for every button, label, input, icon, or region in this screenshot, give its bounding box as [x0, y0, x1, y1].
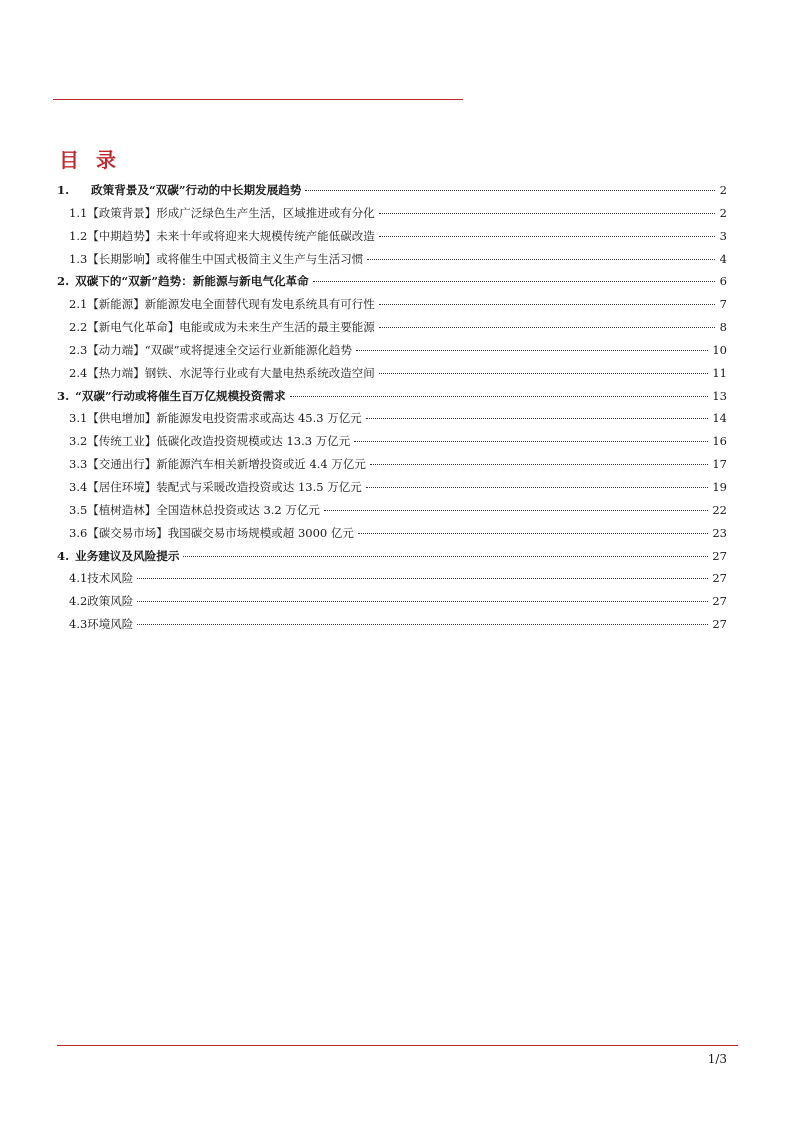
toc-dot-leader: [290, 396, 709, 397]
toc-entry[interactable]: [57, 316, 727, 339]
toc-entry-number: 2.4: [69, 365, 88, 380]
toc-entry-title: 双碳下的“双新”趋势：新能源与新电气化革命: [75, 274, 309, 289]
toc-dot-leader: [183, 556, 708, 557]
toc-entry-page: 6: [719, 274, 727, 289]
toc-entry-title: 【碳交易市场】我国碳交易市场规模或超 3000 亿元: [87, 525, 354, 540]
toc-entry-title: 【热力端】钢铁、水泥等行业或有大量电热系统改造空间: [87, 365, 375, 380]
toc-entry-page: 11: [712, 365, 727, 380]
toc-entry[interactable]: [57, 407, 727, 430]
toc-entry[interactable]: [57, 248, 727, 271]
toc-entry-page: 7: [719, 297, 727, 312]
toc-entry-number: 2.1: [69, 297, 88, 312]
toc-entry-page: 3: [719, 228, 727, 243]
toc-dot-leader: [313, 281, 715, 282]
toc-entry-number: 4.1: [69, 571, 88, 586]
toc-entry-number: 4.2: [69, 594, 88, 609]
toc-entry[interactable]: [57, 179, 727, 202]
toc-entry-number: 3.: [57, 388, 70, 403]
toc-entry[interactable]: [57, 453, 727, 476]
toc-entry-number: 2.3: [69, 342, 88, 357]
toc-entry-title: 政策风险: [87, 594, 134, 609]
toc-entry-page: 22: [712, 502, 727, 517]
toc-dot-leader: [305, 190, 715, 191]
toc-entry-page: 19: [712, 479, 727, 494]
toc-entry[interactable]: [57, 522, 727, 545]
toc-entry-page: 17: [712, 457, 727, 472]
toc-entry[interactable]: [57, 545, 727, 568]
toc-entry-page: 2: [719, 205, 727, 220]
toc-entry[interactable]: [57, 613, 727, 636]
toc-entry[interactable]: [57, 293, 727, 316]
toc-entry-number: 3.3: [69, 457, 88, 472]
toc-entry-title: 环境风险: [87, 617, 134, 632]
toc-entry-title: 【交通出行】新能源汽车相关新增投资或近 4.4 万亿元: [87, 457, 366, 472]
toc-entry-number: 3.5: [69, 502, 88, 517]
toc-entry[interactable]: [57, 270, 727, 293]
toc-dot-leader: [354, 441, 708, 442]
toc-dot-leader: [137, 624, 708, 625]
toc-entry-number: 3.4: [69, 479, 88, 494]
toc-entry-number: 1.: [57, 183, 70, 197]
toc-entry-page: 27: [712, 617, 727, 632]
toc-entry[interactable]: [57, 202, 727, 225]
toc-entry-page: 8: [719, 320, 727, 335]
toc-entry-number: 2.2: [69, 320, 88, 335]
toc-entry[interactable]: [57, 430, 727, 453]
toc-dot-leader: [356, 350, 708, 351]
toc-entry-number: 4.: [57, 548, 70, 563]
toc-entry-page: 27: [712, 594, 727, 609]
toc-entry[interactable]: [57, 590, 727, 613]
toc-entry-title: 【新电气化革命】电能或成为未来生产生活的最主要能源: [87, 320, 375, 335]
toc-entry-title: 【动力端】“双碳”或将提速全交运行业新能源化趋势: [87, 342, 353, 357]
toc-entry[interactable]: [57, 499, 727, 522]
toc-entry-number: 2.: [57, 274, 70, 289]
toc-entry-number: 3.1: [69, 411, 88, 426]
toc-entry-page: 4: [719, 251, 727, 266]
toc-dot-leader: [379, 236, 715, 237]
toc-entry-page: 2: [719, 183, 727, 197]
table-of-contents: [57, 179, 727, 636]
toc-entry[interactable]: [57, 476, 727, 499]
toc-heading: 目 录: [59, 148, 121, 172]
page-indicator: 1/3: [707, 1052, 727, 1066]
toc-entry-page: 27: [712, 571, 727, 586]
toc-dot-leader: [366, 418, 709, 419]
toc-entry[interactable]: [57, 385, 727, 408]
toc-entry-number: 3.2: [69, 434, 88, 449]
toc-entry-number: 1.1: [69, 205, 88, 220]
toc-dot-leader: [379, 213, 715, 214]
toc-entry-title: 【传统工业】低碳化改造投资规模或达 13.3 万亿元: [87, 434, 351, 449]
toc-entry-title: 业务建议及风险提示: [75, 548, 180, 563]
toc-dot-leader: [379, 304, 715, 305]
toc-entry-title: 【居住环境】装配式与采暖改造投资或达 13.5 万亿元: [87, 479, 362, 494]
toc-entry-number: 4.3: [69, 617, 88, 632]
toc-dot-leader: [358, 533, 708, 534]
toc-entry[interactable]: [57, 567, 727, 590]
toc-entry-page: 13: [712, 388, 727, 403]
toc-dot-leader: [379, 373, 709, 374]
toc-entry-title: 【中期趋势】未来十年或将迎来大规模传统产能低碳改造: [87, 228, 375, 243]
toc-entry-title: 【供电增加】新能源发电投资需求或高达 45.3 万亿元: [87, 411, 362, 426]
toc-dot-leader: [366, 487, 709, 488]
toc-entry-page: 27: [712, 548, 727, 563]
toc-entry-title: 技术风险: [87, 571, 134, 586]
toc-entry-title: 【长期影响】或将催生中国式极简主义生产与生活习惯: [87, 251, 364, 266]
toc-entry[interactable]: [57, 225, 727, 248]
toc-entry-number: 1.3: [69, 251, 88, 266]
toc-entry-title: “双碳”行动或将催生百万亿规模投资需求: [75, 388, 286, 403]
toc-entry-title: 【政策背景】形成广泛绿色生产生活，区域推进或有分化: [87, 205, 375, 220]
toc-entry[interactable]: [57, 362, 727, 385]
toc-entry-page: 10: [712, 342, 727, 357]
toc-dot-leader: [379, 327, 715, 328]
toc-entry-title: 政策背景及“双碳”行动的中长期发展趋势: [91, 183, 302, 197]
toc-entry-page: 23: [712, 525, 727, 540]
footer-rule: [57, 1045, 738, 1046]
toc-dot-leader: [370, 464, 708, 465]
toc-dot-leader: [137, 578, 708, 579]
toc-entry-title: 【植树造林】全国造林总投资或达 3.2 万亿元: [87, 502, 320, 517]
header-rule: [53, 99, 463, 100]
toc-entry-number: 1.2: [69, 228, 88, 243]
toc-entry-number: 3.6: [69, 525, 88, 540]
toc-dot-leader: [367, 259, 715, 260]
toc-dot-leader: [324, 510, 708, 511]
toc-entry-title: 【新能源】新能源发电全面替代现有发电系统具有可行性: [87, 297, 375, 312]
toc-entry[interactable]: [57, 339, 727, 362]
toc-dot-leader: [137, 601, 708, 602]
toc-entry-page: 14: [712, 411, 727, 426]
toc-entry-page: 16: [712, 434, 727, 449]
